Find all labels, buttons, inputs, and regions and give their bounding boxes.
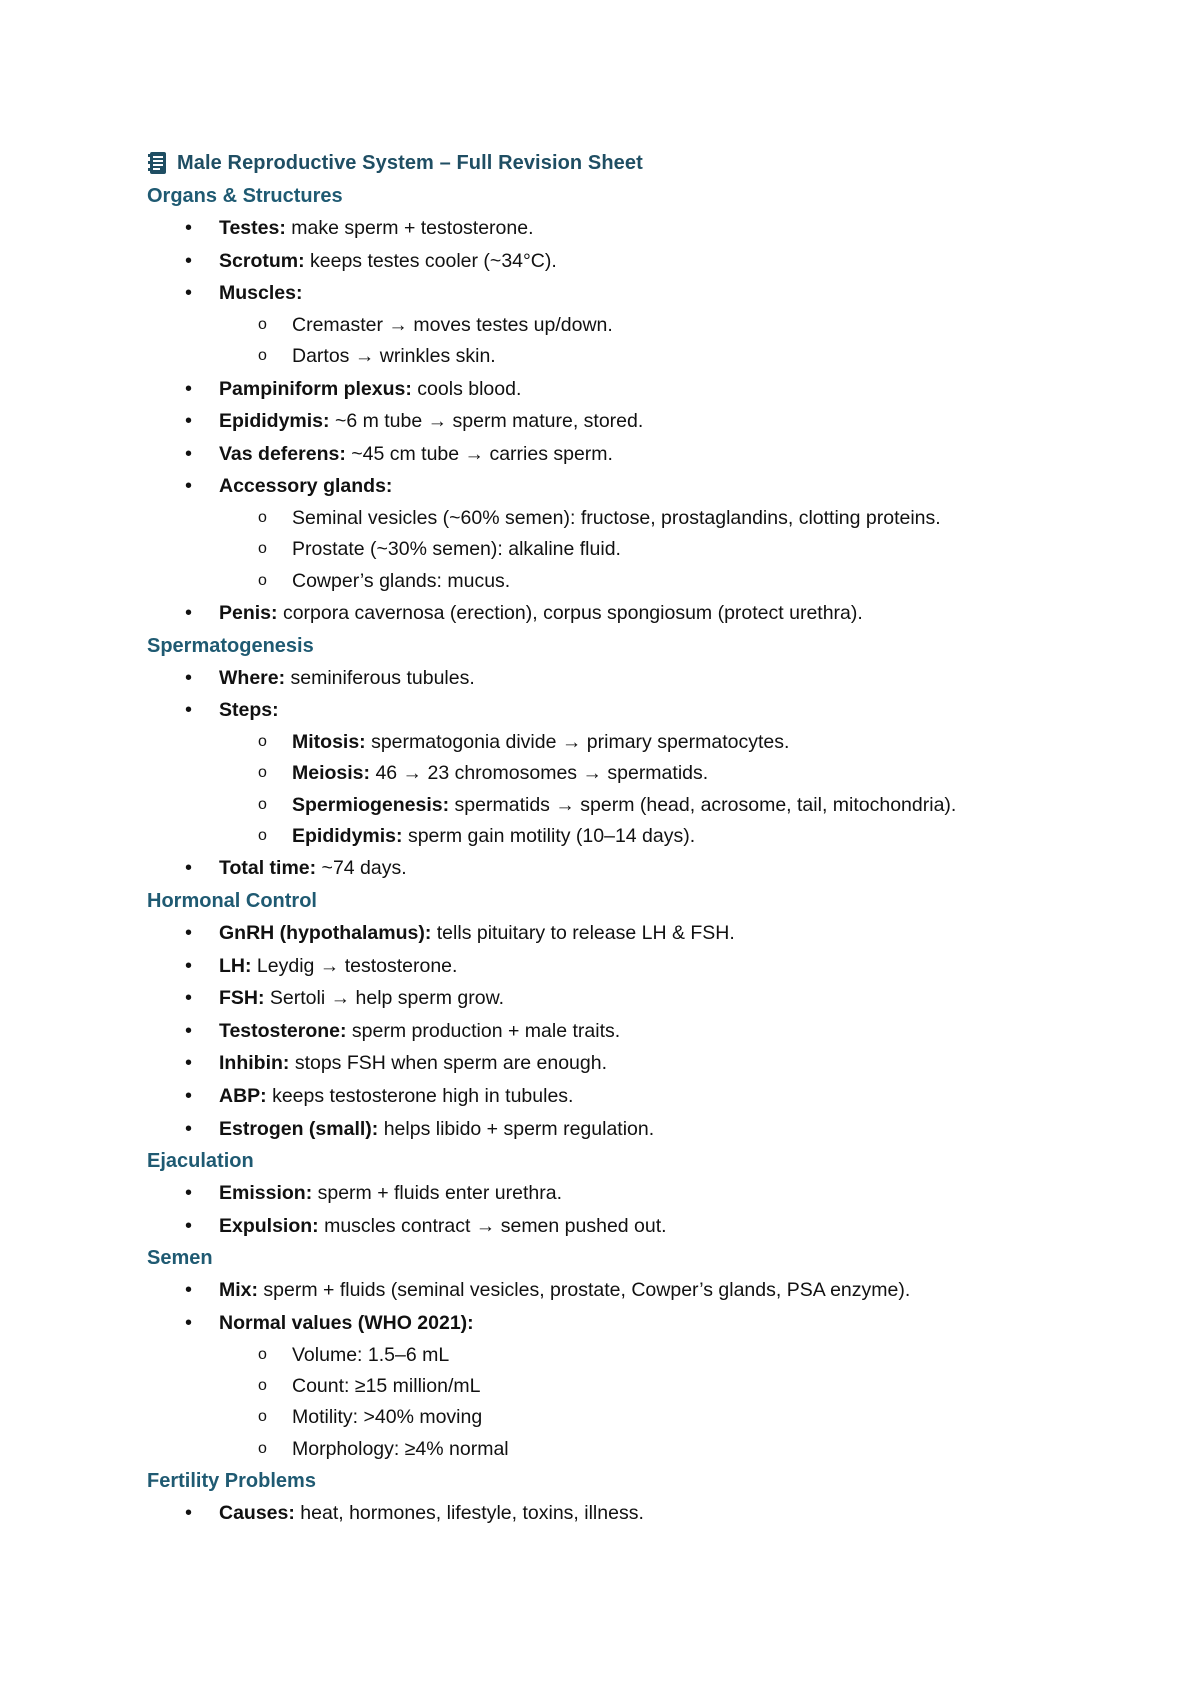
list-item bbox=[147, 982, 1107, 1015]
item-bold-label: Vas deferens: bbox=[219, 442, 346, 465]
sub-list-item bbox=[147, 503, 1107, 534]
list-item bbox=[147, 694, 1107, 727]
list-item bbox=[147, 212, 1107, 245]
bullet-list bbox=[147, 917, 1107, 1145]
bullet-list bbox=[147, 1177, 1107, 1242]
list-item bbox=[147, 1015, 1107, 1048]
sub-list-item bbox=[147, 1402, 1107, 1433]
item-text: sperm production + male traits. bbox=[346, 1019, 621, 1042]
item-text: Volume: 1.5–6 mL bbox=[292, 1343, 450, 1366]
item-bold-label: Causes: bbox=[219, 1502, 295, 1525]
list-item bbox=[147, 917, 1107, 950]
item-text: Cowper’s glands: mucus. bbox=[292, 569, 511, 592]
item-text: Morphology: ≥4% normal bbox=[292, 1437, 509, 1460]
item-bold-label: Mitosis: bbox=[292, 730, 366, 753]
item-text: 46 → 23 chromosomes → spermatids. bbox=[370, 762, 709, 785]
sub-list-item bbox=[147, 566, 1107, 597]
item-text: sperm + fluids enter urethra. bbox=[312, 1182, 563, 1205]
item-text: spermatids → sperm (head, acrosome, tail, mitochondria). bbox=[449, 793, 957, 816]
section-heading: Ejaculation bbox=[147, 1150, 254, 1173]
item-bold-label: LH: bbox=[219, 954, 252, 977]
item-text: stops FSH when sperm are enough. bbox=[289, 1052, 607, 1075]
bullet-list bbox=[147, 212, 1107, 630]
sub-list-item bbox=[147, 310, 1107, 341]
list-item bbox=[147, 405, 1107, 438]
list-item bbox=[147, 662, 1107, 695]
sections-container bbox=[147, 180, 1107, 1530]
item-bold-label: Mix: bbox=[219, 1279, 258, 1302]
section-heading: Spermatogenesis bbox=[147, 634, 314, 657]
item-text: ~45 cm tube → carries sperm. bbox=[345, 442, 613, 465]
item-bold-label: Normal values (WHO 2021): bbox=[219, 1311, 474, 1334]
item-text: Seminal vesicles (~60% semen): fructose, prostaglandins, clotting proteins. bbox=[292, 506, 941, 529]
item-bold-label: Spermiogenesis: bbox=[292, 793, 450, 816]
item-bold-label: FSH: bbox=[219, 987, 265, 1010]
item-bold-label: Where: bbox=[219, 666, 286, 689]
list-item bbox=[147, 373, 1107, 406]
item-bold-label: Emission: bbox=[219, 1182, 313, 1205]
list-item bbox=[147, 1080, 1107, 1113]
item-bold-label: ABP: bbox=[219, 1085, 267, 1108]
list-item bbox=[147, 1274, 1107, 1307]
item-text: Motility: >40% moving bbox=[292, 1406, 483, 1429]
item-text: keeps testosterone high in tubules. bbox=[266, 1085, 574, 1108]
section-heading: Hormonal Control bbox=[147, 890, 317, 913]
sub-list-item bbox=[147, 341, 1107, 372]
item-bold-label: Scrotum: bbox=[219, 249, 305, 272]
sub-list-item bbox=[147, 727, 1107, 758]
sub-list-item bbox=[147, 758, 1107, 789]
item-bold-label: Total time: bbox=[219, 857, 317, 880]
document-title bbox=[147, 146, 1107, 180]
section-heading: Semen bbox=[147, 1247, 213, 1270]
item-text: Sertoli → help sperm grow. bbox=[264, 987, 505, 1010]
item-text: ~6 m tube → sperm mature, stored. bbox=[329, 410, 644, 433]
item-text: keeps testes cooler (~34°C). bbox=[304, 249, 557, 272]
sub-list-item bbox=[147, 790, 1107, 821]
item-text: corpora cavernosa (erection), corpus spongiosum (protect urethra). bbox=[277, 602, 863, 625]
list-item bbox=[147, 597, 1107, 630]
item-text: Dartos → wrinkles skin. bbox=[292, 345, 496, 368]
bullet-list bbox=[147, 662, 1107, 885]
item-bold-label: Expulsion: bbox=[219, 1214, 319, 1237]
list-item bbox=[147, 438, 1107, 471]
item-bold-label: Inhibin: bbox=[219, 1052, 290, 1075]
item-bold-label: Muscles: bbox=[219, 282, 303, 305]
item-text: tells pituitary to release LH & FSH. bbox=[431, 922, 735, 945]
list-item bbox=[147, 950, 1107, 983]
item-bold-label: Meiosis: bbox=[292, 762, 371, 785]
list-item bbox=[147, 1497, 1107, 1530]
document-page bbox=[147, 146, 1107, 1530]
bullet-list bbox=[147, 1274, 1107, 1465]
list-item bbox=[147, 245, 1107, 278]
item-text: Cremaster → moves testes up/down. bbox=[292, 313, 613, 336]
item-text: spermatogonia divide → primary spermatocytes. bbox=[365, 730, 790, 753]
section-heading: Organs & Structures bbox=[147, 185, 343, 207]
sub-list-item bbox=[147, 534, 1107, 565]
item-bold-label: Epididymis: bbox=[292, 825, 403, 848]
item-text: sperm gain motility (10–14 days). bbox=[402, 825, 696, 848]
item-text: heat, hormones, lifestyle, toxins, illness. bbox=[294, 1502, 644, 1525]
section-heading: Fertility Problems bbox=[147, 1470, 316, 1493]
item-bold-label: Pampiniform plexus: bbox=[219, 377, 412, 400]
item-bold-label: Steps: bbox=[219, 699, 279, 722]
list-item bbox=[147, 1177, 1107, 1210]
list-item bbox=[147, 1113, 1107, 1146]
list-item bbox=[147, 1307, 1107, 1340]
item-text: make sperm + testosterone. bbox=[285, 217, 534, 239]
item-bold-label: Penis: bbox=[219, 602, 278, 625]
list-item bbox=[147, 852, 1107, 885]
item-text: cools blood. bbox=[411, 377, 522, 400]
item-bold-label: Epididymis: bbox=[219, 410, 330, 433]
title-text: Male Reproductive System – Full Revision Sheet bbox=[177, 151, 643, 174]
item-bold-label: Estrogen (small): bbox=[219, 1117, 379, 1140]
list-item bbox=[147, 277, 1107, 310]
item-text: ~74 days. bbox=[316, 857, 407, 880]
sub-list-item bbox=[147, 1434, 1107, 1465]
sub-list-item bbox=[147, 821, 1107, 852]
item-text: muscles contract → semen pushed out. bbox=[318, 1214, 667, 1237]
item-text: Leydig → testosterone. bbox=[251, 954, 458, 977]
item-text: Prostate (~30% semen): alkaline fluid. bbox=[292, 538, 621, 561]
document-icon bbox=[147, 151, 169, 175]
item-bold-label: Accessory glands: bbox=[219, 475, 393, 498]
bullet-list bbox=[147, 1497, 1107, 1530]
item-text: Count: ≥15 million/mL bbox=[292, 1374, 481, 1397]
item-text: seminiferous tubules. bbox=[285, 666, 475, 689]
item-text: helps libido + sperm regulation. bbox=[378, 1117, 655, 1140]
list-item bbox=[147, 470, 1107, 503]
sub-list-item bbox=[147, 1371, 1107, 1402]
item-bold-label: Testes: bbox=[219, 217, 286, 239]
list-item bbox=[147, 1047, 1107, 1080]
item-bold-label: GnRH (hypothalamus): bbox=[219, 922, 432, 945]
list-item bbox=[147, 1210, 1107, 1243]
item-bold-label: Testosterone: bbox=[219, 1019, 347, 1042]
item-text: sperm + fluids (seminal vesicles, prostate, Cowper’s glands, PSA enzyme). bbox=[258, 1279, 911, 1302]
sub-list-item bbox=[147, 1340, 1107, 1371]
